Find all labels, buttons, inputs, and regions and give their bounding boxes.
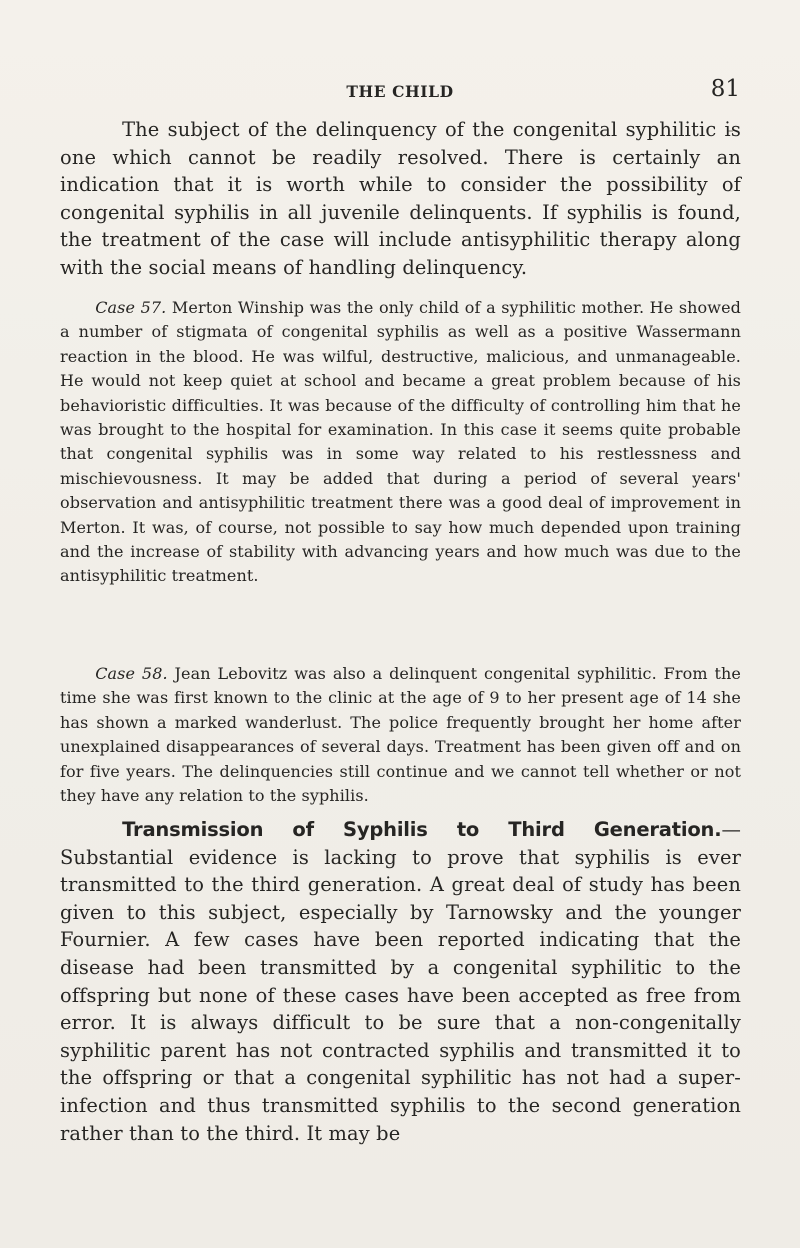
case-58-label: Case 58. xyxy=(95,664,168,683)
transmission-text: Substantial evidence is lacking to prove that syphilis is ever transmitted to the third generation. A great deal of study has been given to this subject, especially by Tarnowsky and the younger Fournier. A few cases have been reported indicating that the disease had been transmitted by a congenital syphilitic to the offspring but none of these cases have been accepted as free from error. It is always difficult to be sure that a non-congenitally syphilitic parent has not contracted syphilis and transmitted it to the offspring or that a congenital syphilitic has not had a super-infection and thus transmitted syphilis to the second generation rather than to the third. It may be xyxy=(60,845,741,1145)
section-heading: Transmission of Syphilis to Third Generation. xyxy=(122,818,722,841)
page-header xyxy=(60,76,740,106)
intro-paragraph: The subject of the delinquency of the congenital syphilitic is one which cannot be readily resolved. There is certainly an indication that it is worth while to consider the possibility of congenital syphilis in all juvenile delinquents. If syphilis is found, the treatment of the case will include antisyphilitic therapy along with the social means of handling delinquency. xyxy=(60,118,741,279)
case-57-text: Merton Winship was the only child of a syphilitic mother. He showed a number of stigmata of congenital syphilis as well as a positive Wassermann reaction in the blood. He was wilful, destructive, malicious, and unmanageable. He would not keep quiet at school and became a great problem because of his behavioristic difficulties. It was because of the difficulty of controlling him that he was brought to the hospital for examination. In this case it seems quite probable that congenital syphilis was in some way related to his restlessness and mischievousness. It may be added that during a period of several years' observation and antisyphilitic treatment there was a good deal of improvement in Merton. It was, of course, not possible to say how much depended upon training and the increase of stability with advancing years and how much was due to the antisyphilitic treatment. xyxy=(60,298,741,586)
page-number: 81 xyxy=(710,76,740,102)
case-57-paragraph xyxy=(60,296,741,589)
case-58-paragraph xyxy=(60,662,741,808)
transmission-paragraph xyxy=(60,816,741,1147)
running-head: THE CHILD xyxy=(346,82,454,101)
heading-dash: — xyxy=(721,818,741,841)
case-58-text: Jean Lebovitz was also a delinquent congenital syphilitic. From the time she was first known to the clinic at the age of 9 to her present age of 14 she has shown a marked wanderlust. The police frequently brought her home after unexplained disappearances of several days. Treatment has been given off and on for five years. The delinquencies still continue and we cannot tell whether or not they have any relation to the syphilis. xyxy=(60,664,741,806)
case-57-label: Case 57. xyxy=(95,298,167,317)
